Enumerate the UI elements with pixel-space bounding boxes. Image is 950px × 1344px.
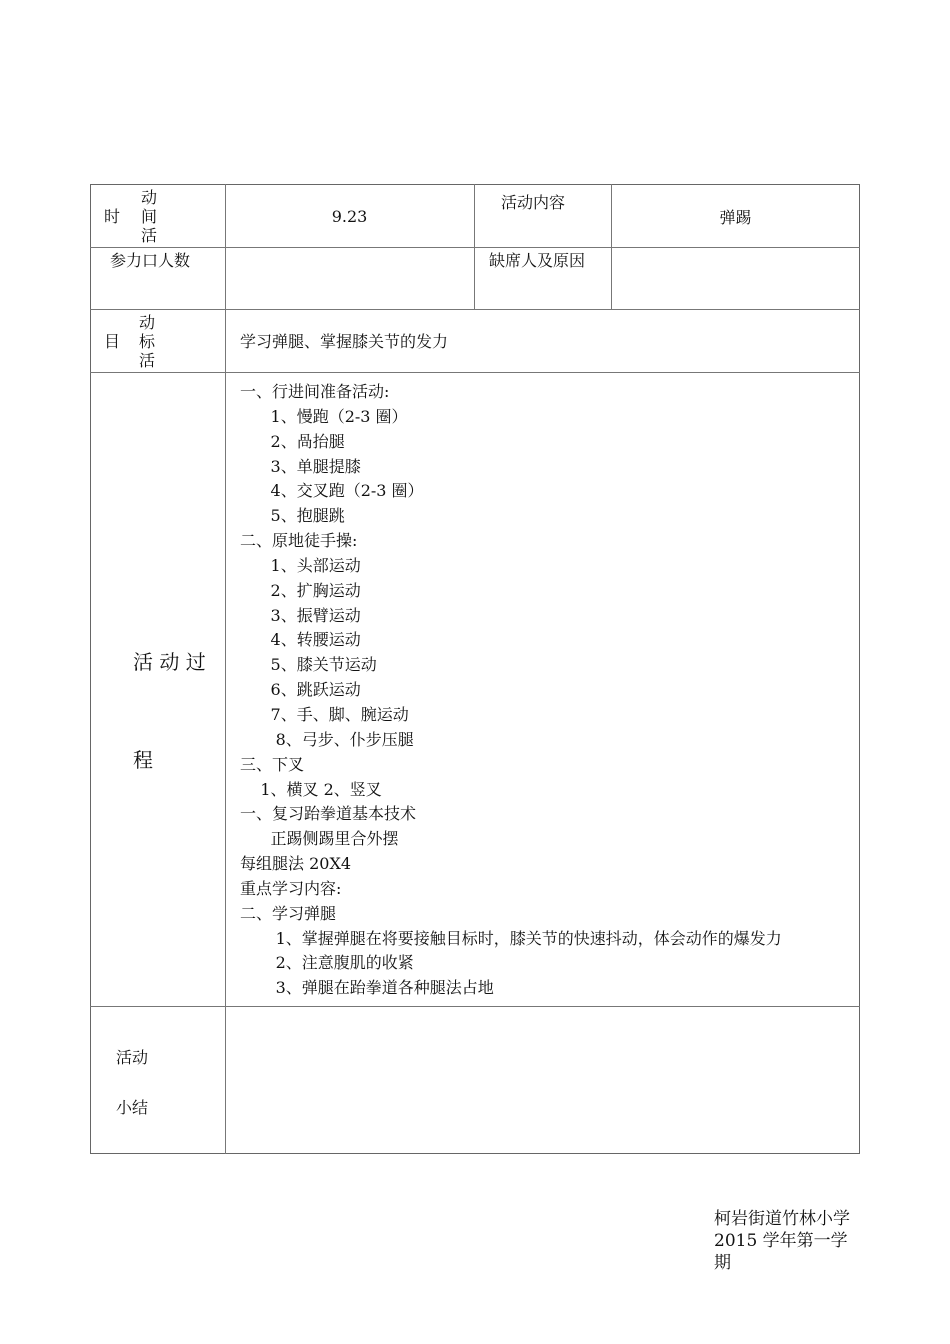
time-label-char-2: 间: [141, 207, 158, 226]
process-line: 8、弓步、仆步压腿: [240, 729, 414, 749]
row-divider: [90, 309, 860, 310]
process-line: 重点学习内容:: [240, 878, 342, 898]
process-line: 6、跳跃运动: [240, 680, 361, 700]
footer-school: 柯岩街道竹林小学: [714, 1209, 850, 1229]
process-line: 每组腿法 20X4: [240, 854, 352, 874]
content-value: 弹踢: [719, 208, 752, 227]
process-line: 4、交叉跑（2-3 圈）: [240, 481, 424, 501]
time-label-char-3: 活: [141, 226, 158, 245]
row-divider: [90, 372, 860, 373]
process-line: 正踢侧踢里合外摆: [240, 829, 399, 849]
goal-label-char-3: 活: [139, 351, 156, 370]
goal-label-char-2: 标: [139, 332, 156, 351]
process-line: 二、学习弹腿: [240, 903, 337, 923]
process-line: 2、扩胸运动: [240, 580, 361, 600]
process-label-line1: 活 动 过: [133, 650, 206, 674]
time-label-char-1: 动: [141, 188, 158, 207]
summary-label-line2: 小结: [116, 1098, 149, 1117]
process-line: 5、膝关节运动: [240, 655, 377, 675]
column-divider: [225, 184, 226, 1154]
process-line: 3、振臂运动: [240, 605, 361, 625]
process-line: 2、咼抬腿: [240, 431, 345, 451]
process-line: 三、下叉: [240, 754, 305, 774]
row-divider: [90, 247, 860, 248]
process-line: 1、头部运动: [240, 555, 361, 575]
absent-label: 缺席人及原因: [489, 251, 586, 270]
goal-label-goal: 目: [104, 332, 121, 351]
attendance-label: 参力口人数: [110, 251, 191, 270]
footer: [714, 1208, 854, 1274]
time-value: 9.23: [331, 207, 368, 226]
process-line: 2、注意腹肌的收紧: [240, 953, 414, 973]
process-label-line2: 程: [133, 748, 153, 772]
process-line: 3、单腿提膝: [240, 456, 361, 476]
footer-term: 2015 学年第一学期: [714, 1231, 848, 1273]
process-line: 3、弹腿在跆拳道各种腿法占地: [240, 978, 494, 998]
process-line: 5、抱腿跳: [240, 506, 345, 526]
column-divider: [611, 184, 612, 309]
time-label-time: 时: [104, 207, 121, 226]
process-list: [240, 380, 782, 1001]
row-divider: [90, 1006, 860, 1007]
process-line: 7、手、脚、腕运动: [240, 704, 409, 724]
process-line: 1、横叉 2、竖叉: [240, 779, 382, 799]
process-line: 二、原地徒手操:: [240, 531, 358, 551]
process-line: 1、掌握弹腿在将要接触目标时，膝关节的快速抖动，体会动作的爆发力: [240, 928, 782, 948]
column-divider: [474, 184, 475, 309]
goal-label-char-1: 动: [139, 313, 156, 332]
process-line: 4、转腰运动: [240, 630, 361, 650]
summary-label-line1: 活动: [116, 1048, 149, 1067]
content-label: 活动内容: [501, 193, 566, 212]
process-line: 一、行进间准备活动:: [240, 382, 390, 401]
process-line: 一、复习跆拳道基本技术: [240, 804, 417, 824]
goal-value: 学习弹腿、掌握膝关节的发力: [240, 332, 449, 351]
process-line: 1、慢跑（2-3 圈）: [240, 406, 408, 426]
